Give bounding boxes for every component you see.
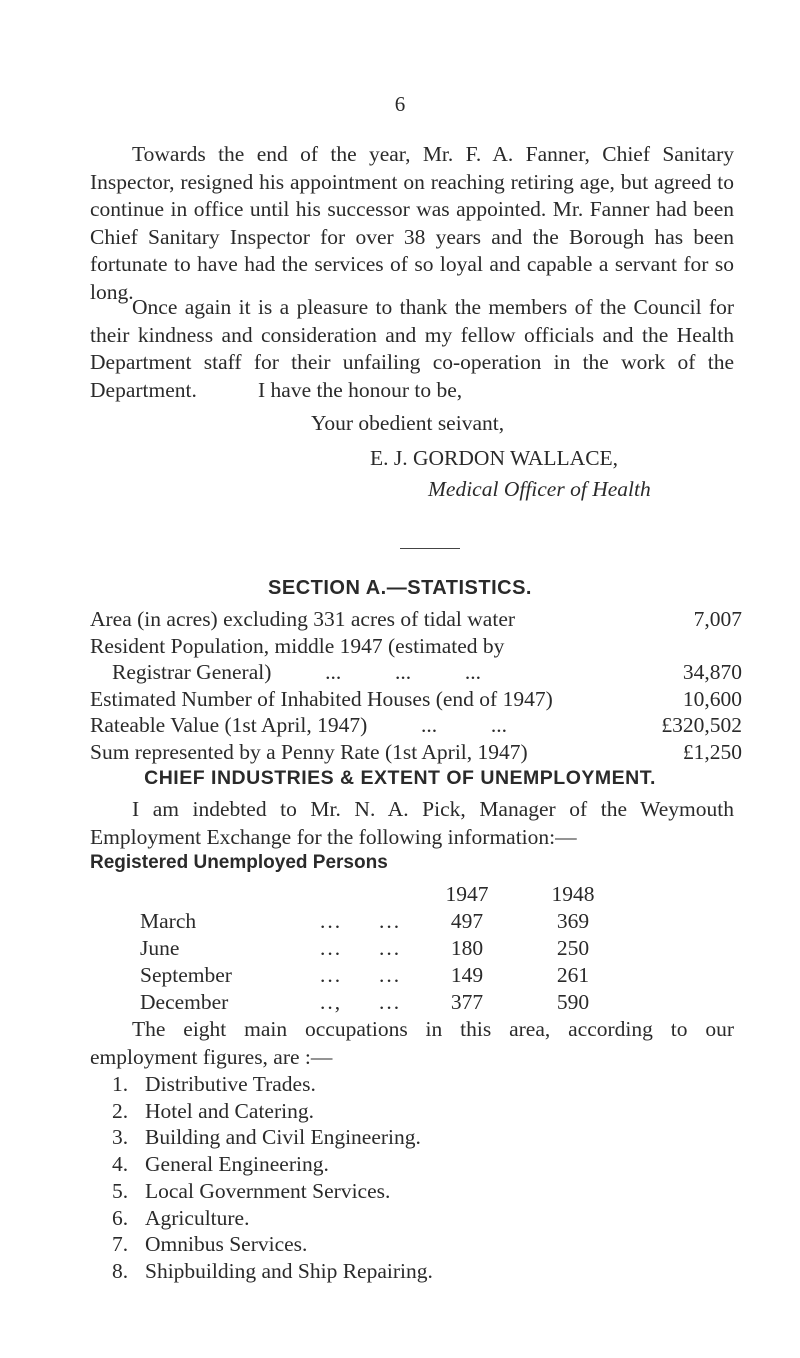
list-number: 3. — [112, 1125, 129, 1150]
list-item — [112, 1098, 433, 1125]
stat-row — [90, 633, 750, 660]
list-text: Distributive Trades. — [145, 1072, 316, 1096]
list-item — [112, 1258, 433, 1285]
industries-heading: CHIEF INDUSTRIES & EXTENT OF UNEMPLOYMENT. — [144, 767, 656, 789]
list-number: 7. — [112, 1232, 129, 1257]
stat-row — [90, 712, 750, 739]
list-number: 5. — [112, 1178, 129, 1203]
list-text: Agriculture. — [145, 1205, 250, 1230]
list-item — [112, 1151, 433, 1178]
column-header-1947: 1947 — [445, 882, 489, 906]
closing-servant: Your obedient seivant, — [311, 411, 505, 435]
paragraph-retirement-text: Towards the end of the year, Mr. F. A. Fanner, Chief Sanitary Inspector, resigned his appointment on reaching retiring age, but agreed to continue in office until his successor was appointed. Mr. Fanner had been Chief Sanitary Inspector for over 38 years and the Borough has been fortunate to have had the services of so loyal and capable a servant for so long. — [90, 142, 734, 304]
stat-row — [90, 739, 750, 766]
list-item — [112, 1124, 433, 1151]
stat-label: Resident Population, middle 1947 (estimated by — [90, 633, 505, 658]
list-number: 4. — [112, 1152, 129, 1177]
month-cell: December — [140, 990, 229, 1014]
statistics-table — [90, 606, 750, 765]
list-number: 6. — [112, 1205, 129, 1230]
stat-value: 34,870 — [682, 660, 742, 684]
paragraph-retirement — [90, 141, 734, 306]
list-item — [112, 1205, 433, 1232]
list-item — [112, 1178, 433, 1205]
closing-honour: I have the honour to be, — [258, 378, 463, 402]
signature-name: E. J. GORDON WALLACE, — [370, 446, 619, 470]
leader-dots: ... ... — [320, 909, 402, 933]
value-1947: 180 — [450, 936, 484, 960]
section-a-heading: SECTION A.—STATISTICS. — [268, 577, 532, 599]
list-text: Building and Civil Engineering. — [145, 1125, 421, 1150]
stat-label: Estimated Number of Inhabited Houses (end of 1947) — [90, 686, 553, 711]
unemployment-table — [140, 881, 640, 1016]
leader-dots: .., ... — [320, 990, 402, 1014]
stat-row — [90, 686, 750, 713]
list-text: General Engineering. — [145, 1152, 329, 1177]
stat-value: 10,600 — [682, 686, 742, 711]
divider-rule — [400, 548, 460, 549]
stat-label: Sum represented by a Penny Rate (1st April, 1947) — [90, 739, 528, 764]
value-1948: 250 — [556, 936, 590, 960]
month-cell: September — [140, 963, 232, 987]
stat-label: Area (in acres) excluding 331 acres of tidal water — [90, 607, 516, 631]
list-text: Omnibus Services. — [145, 1232, 308, 1257]
column-header-1948: 1948 — [551, 882, 595, 906]
industries-intro — [90, 796, 734, 851]
occupations-intro — [90, 1016, 734, 1071]
value-1947: 149 — [450, 963, 484, 987]
table-row — [140, 962, 640, 989]
table-header-row — [140, 881, 640, 908]
value-1948: 369 — [556, 909, 590, 933]
list-text: Local Government Services. — [145, 1178, 391, 1203]
month-cell: June — [140, 936, 180, 960]
industries-intro-text: I am indebted to Mr. N. A. Pick, Manager of the Weymouth Employment Exchange for the following information:— — [90, 797, 734, 849]
list-number: 2. — [112, 1098, 129, 1123]
value-1947: 377 — [450, 990, 484, 1014]
list-text: Hotel and Catering. — [145, 1098, 314, 1123]
page-number: 6 — [394, 92, 406, 116]
table-row — [140, 935, 640, 962]
value-1947: 497 — [450, 909, 484, 933]
leader-dots: ... ... — [320, 936, 402, 960]
value-1948: 590 — [556, 990, 590, 1014]
stat-label: Rateable Value (1st April, 1947) ... ... — [90, 713, 508, 737]
month-cell: March — [140, 909, 197, 933]
list-number: 8. — [112, 1258, 129, 1283]
stat-label: Registrar General) ... ... ... — [112, 660, 482, 684]
list-item — [112, 1071, 433, 1098]
paragraph-thanks-text: Once again it is a pleasure to thank the members of the Council for their kindness and consideration and my fellow officials and the Health Department staff for their unfailing co-operation in the work of the Department. — [90, 295, 734, 402]
table-row — [140, 908, 640, 935]
stat-value: £320,502 — [661, 713, 742, 737]
occupations-list — [112, 1071, 433, 1285]
stat-row — [90, 606, 750, 633]
stat-row — [90, 659, 750, 686]
stat-value: £1,250 — [682, 739, 742, 764]
list-text: Shipbuilding and Ship Repairing. — [145, 1258, 433, 1283]
list-item — [112, 1231, 433, 1258]
occupations-intro-text: The eight main occupations in this area, according to our employment figures, are :— — [90, 1017, 734, 1069]
signature-title: Medical Officer of Health — [428, 477, 651, 501]
leader-dots: ... ... — [320, 963, 402, 987]
value-1948: 261 — [556, 963, 590, 987]
list-number: 1. — [112, 1072, 129, 1096]
stat-value: 7,007 — [693, 607, 742, 631]
registered-unemployed-heading: Registered Unemployed Persons — [90, 852, 388, 873]
table-row — [140, 989, 640, 1016]
